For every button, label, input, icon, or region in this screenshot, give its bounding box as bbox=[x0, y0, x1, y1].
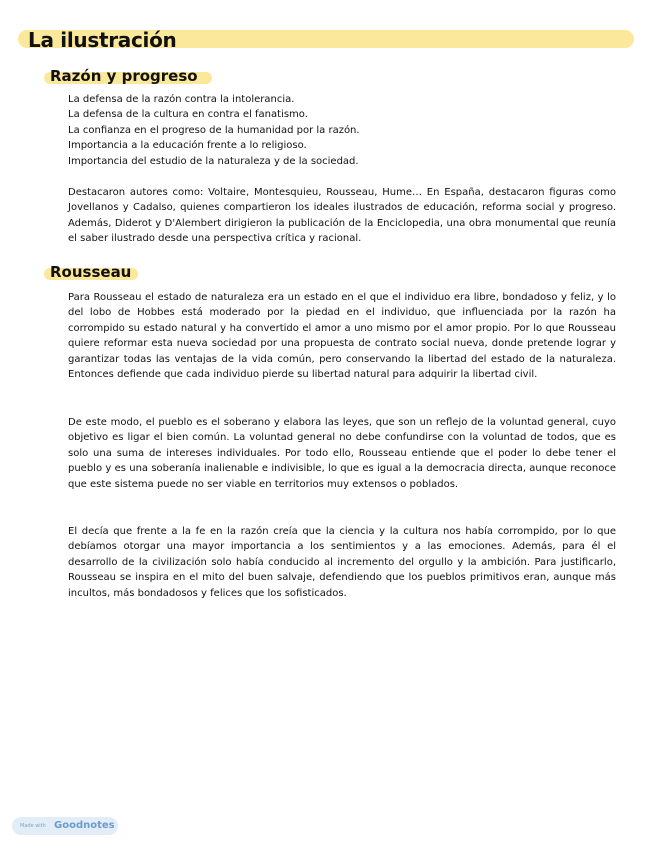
authors-paragraph: Destacaron autores como: Voltaire, Montesquieu, Rousseau, Hume… En España, destacaron figuras como Jovellanos y Cadalso, quienes compartieron los ideales ilustrados de educación, reforma social y progreso. Además, Diderot y D'Alembert dirigieron la publicación de la Enciclopedia, una obra monumental que reunía el saber ilustrado desde una perspectiva crítica y racional. bbox=[68, 187, 616, 245]
rousseau-paragraph-3: El decía que frente a la fe en la razón creía que la ciencia y la cultura nos había corrompido, por lo que debíamos otorgar una mayor importancia a los sentimientos y a las emociones. Además, para él el desarrollo de la civilización solo había conducido al incremento del orgullo y la ambición. Para justificarlo, Rousseau se inspira en el mito del buen salvaje, defendiendo que los pueblos primitivos eran, aunque más incultos, más bondadosos y felices que los sofisticados. bbox=[68, 526, 616, 599]
razon-list bbox=[68, 92, 360, 169]
list-item: La defensa de la razón contra la intolerancia. bbox=[68, 94, 295, 105]
section-heading-razon: Razón y progreso bbox=[50, 67, 198, 85]
goodnotes-logo-text: Goodnotes bbox=[54, 820, 115, 831]
rousseau-paragraph-2: De este modo, el pueblo es el soberano y elabora las leyes, que son un reflejo de la voluntad general, cuyo objetivo es ligar el bien común. La voluntad general no debe confundirse con la voluntad de todos, que es solo una suma de intereses individuales. Por todo ello, Rousseau entiende que el poder lo debe tener el pueblo y es una soberanía inalienable e indivisible, lo que es igual a la democracia directa, aunque reconoce que este sistema puede no ser viable en territorios muy extensos o poblados. bbox=[68, 417, 616, 490]
watermark-prefix: Made with bbox=[20, 823, 46, 829]
list-item: Importancia del estudio de la naturaleza y de la sociedad. bbox=[68, 155, 359, 167]
section-heading-rousseau: Rousseau bbox=[50, 263, 132, 281]
list-item: Importancia a la educación frente a lo religioso. bbox=[68, 140, 307, 152]
list-item: La defensa de la cultura en contra el fanatismo. bbox=[68, 109, 308, 121]
page-title: La ilustración bbox=[28, 28, 177, 52]
rousseau-paragraph-1: Para Rousseau el estado de naturaleza era un estado en el que el individuo era libre, bondadoso y feliz, y lo del lobo de Hobbes está moderado por la piedad en el individuo, que influenciada por la razón ha corrompido su estado natural y ha convertido el amor a uno mismo por el amor propio. Por lo que Rousseau quiere reformar esta nueva sociedad por una propuesta de contrato social nueva, donde pretende lograr y garantizar todas las ventajas de la vida común, pero conservando la libertad del estado de la naturaleza. Entonces defiende que cada individuo pierde su libertad natural para adquirir la libertad civil. bbox=[68, 292, 616, 381]
list-item: La confianza en el progreso de la humanidad por la razón. bbox=[68, 124, 360, 136]
